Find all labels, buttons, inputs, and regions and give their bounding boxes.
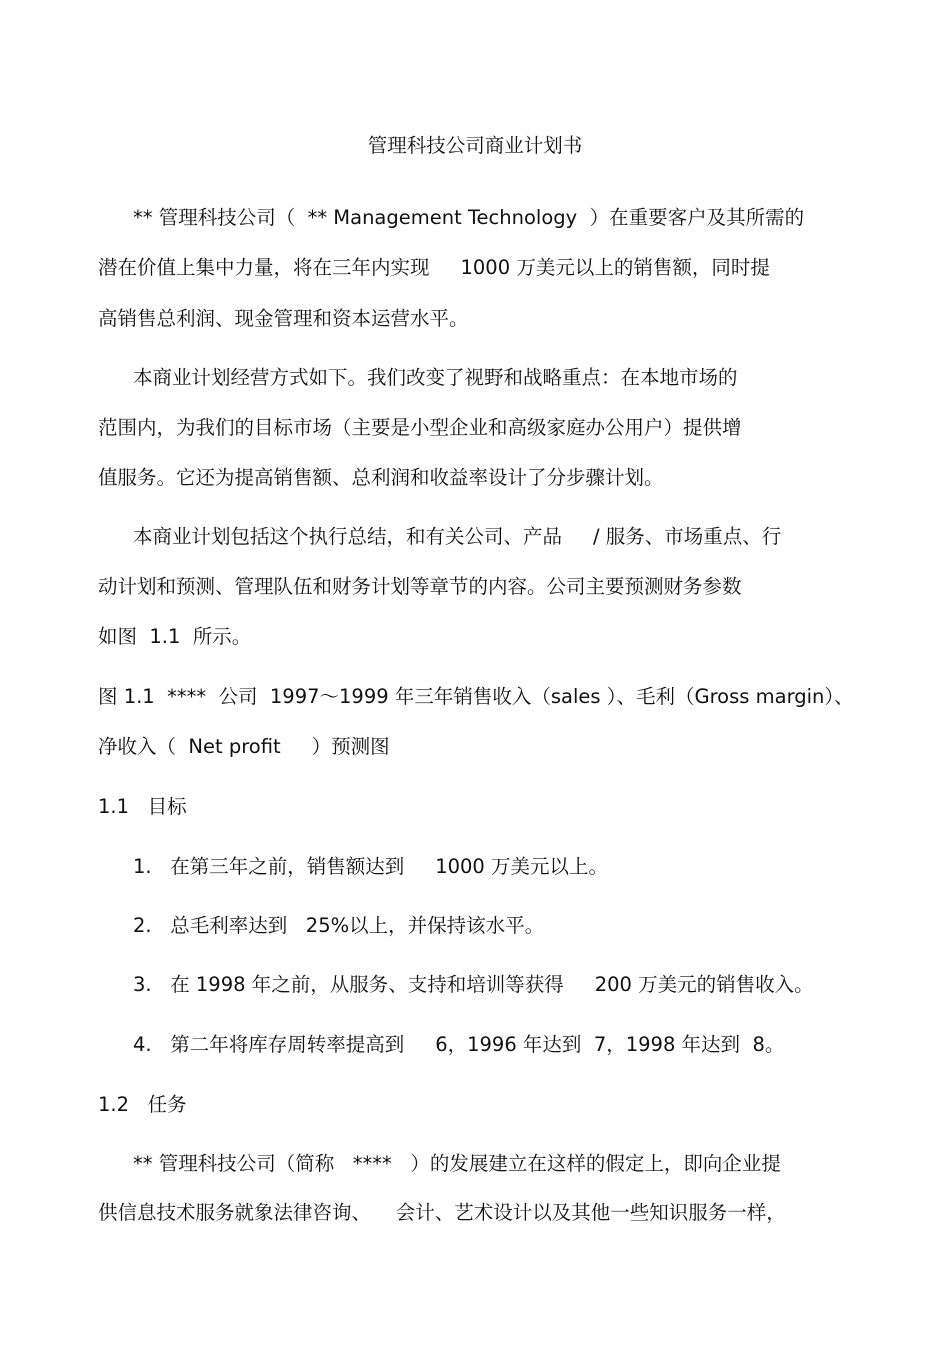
figure-caption-line-2: 净收入（ Net profit ）预测图	[98, 735, 390, 758]
paragraph-1-line-3: 高销售总利润、现金管理和资本运营水平。	[98, 307, 469, 330]
figure-caption-line-1: 图 1.1 **** 公司 1997～1999 年三年销售收入（sales ）、毛利（Gross margin）、	[98, 685, 854, 708]
mission-line-1: ** 管理科技公司（简称 **** ）的发展建立在这样的假定上，即向企业提	[133, 1152, 781, 1175]
goal-item-1: 1. 在第三年之前，销售额达到 1000 万美元以上。	[133, 855, 609, 878]
paragraph-1-line-2: 潜在价值上集中力量，将在三年内实现 1000 万美元以上的销售额，同时提	[98, 256, 770, 279]
section-heading-mission: 1.2 任务	[98, 1093, 187, 1116]
section-heading-goals: 1.1 目标	[98, 795, 187, 818]
paragraph-3-line-3: 如图 1.1 所示。	[98, 625, 252, 648]
paragraph-3-line-2: 动计划和预测、管理队伍和财务计划等章节的内容。公司主要预测财务参数	[98, 575, 742, 598]
paragraph-2-line-2: 范围内，为我们的目标市场（主要是小型企业和高级家庭办公用户）提供增	[98, 416, 742, 439]
paragraph-2-line-3: 值服务。它还为提高销售额、总利润和收益率设计了分步骤计划。	[98, 466, 664, 489]
paragraph-2-line-1: 本商业计划经营方式如下。我们改变了视野和战略重点：在本地市场的	[133, 366, 738, 389]
goal-item-3: 3. 在 1998 年之前，从服务、支持和培训等获得 200 万美元的销售收入。	[133, 973, 814, 996]
paragraph-1-line-1: ** 管理科技公司（ ** Management Technology ）在重要客户及其所需的	[133, 206, 805, 229]
goal-item-2: 2. 总毛利率达到 25%以上，并保持该水平。	[133, 914, 545, 937]
goal-item-4: 4. 第二年将库存周转率提高到 6，1996 年达到 7，1998 年达到 8。	[133, 1033, 785, 1056]
mission-line-2: 供信息技术服务就象法律咨询、 会计、艺术设计以及其他一些知识服务一样，	[98, 1201, 786, 1224]
paragraph-3-line-1: 本商业计划包括这个执行总结，和有关公司、产品 / 服务、市场重点、行	[133, 525, 782, 548]
document-title: 管理科技公司商业计划书	[367, 134, 583, 157]
